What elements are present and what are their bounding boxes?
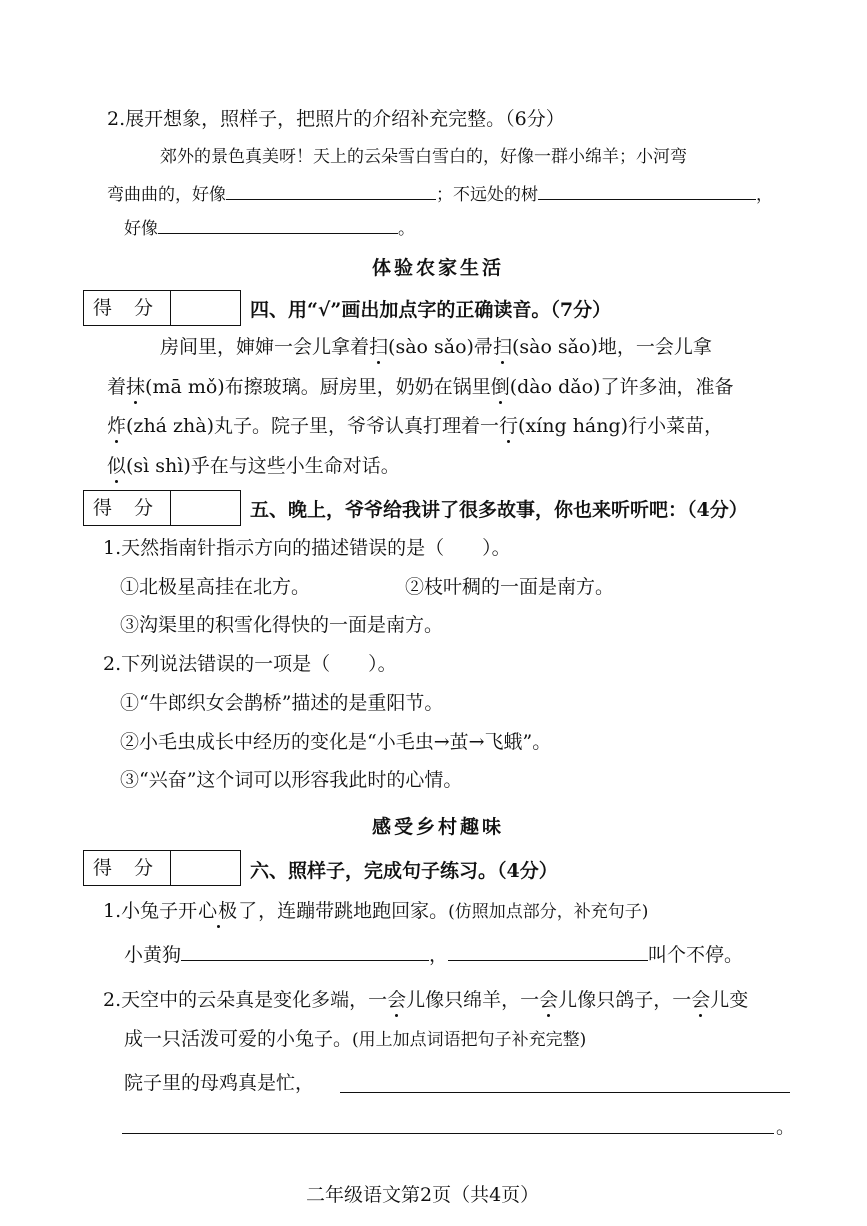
q4-pinyin-option[interactable]: (mā mǒ)布擦玻璃。厨房里，奶奶在锅里 [145,376,491,398]
q4-pinyin-option[interactable]: (sào sǎo)帚 [388,336,493,358]
q6-answer-end: 。 [776,1116,796,1138]
q5-sub1-opt3[interactable]: ③沟渠里的积雪化得快的一面是南方。 [120,614,444,636]
q5-sub2-opt2[interactable]: ②小毛虫成长中经历的变化是“小毛虫→茧→飞蛾”。 [120,731,552,753]
q2-line2 [107,181,773,207]
q4-pinyin-option[interactable]: (dào dǎo)了许多油，准备 [509,376,734,398]
dotted-phrase: 开心极了 [178,900,259,922]
q5-sub1-opt1[interactable]: ①北极星高挂在北方。 [120,576,311,598]
q5-sub1: 1.天然指南针指示方向的描述错误的是（ ）。 [103,537,511,559]
q4-line1 [160,334,712,360]
q5-sub2-opt1[interactable]: ①“牛郎织女会鹊桥”描述的是重阳节。 [120,692,444,714]
q4-text: 着 [107,376,127,398]
score-field[interactable] [171,491,240,525]
section-title-rural-fun: 感受乡村趣味 [372,816,505,838]
q6-note: (仿照加点部分，补充句子) [448,902,649,922]
dotted-char: 行 [499,415,519,437]
q4-pinyin-option[interactable]: (sì shì)乎在与这些小生命对话。 [126,455,400,477]
score-box-q6 [83,850,241,886]
page-footer: 二年级语文第2页（共4页） [306,1184,540,1206]
q5-sub2-opt3[interactable]: ③“兴奋”这个词可以形容我此时的心情。 [120,769,463,791]
q6-text: 成一只活泼可爱的小兔子。 [124,1028,353,1050]
dotted-phrase: 一会儿 [520,989,578,1011]
q6-text: 像只鸽子， [577,989,673,1011]
dotted-phrase: 一会儿 [368,989,426,1011]
q6-text: 像只绵羊， [425,989,521,1011]
score-field[interactable] [171,851,240,885]
q6-text: ， [429,944,449,966]
q5-heading: 五、晚上，爷爷给我讲了很多故事，你也来听听吧：（4分） [250,499,748,521]
dotted-char: 抹 [126,376,146,398]
q4-line4 [107,453,400,479]
q6-text: 小黄狗 [124,944,182,966]
q2-line2-text-b: ；不远处的树 [436,185,538,205]
q2-blank-tree[interactable] [538,181,756,200]
q6-sub1-answer [124,942,743,968]
score-field[interactable] [171,291,240,325]
q4-pinyin-option[interactable]: (xíng háng)行小菜苗， [518,415,724,437]
section-title-farm-life: 体验农家生活 [372,257,505,279]
q2-line3-text-b: 。 [398,219,415,239]
q2-line1: 郊外的景色真美呀！天上的云朵雪白雪白的，好像一群小绵羊；小河弯 [160,147,687,167]
q5-sub1-opt2[interactable]: ②枝叶稠的一面是南方。 [405,576,615,598]
q4-line2 [107,374,733,400]
q2-line3-text-a: 好像 [124,219,158,239]
q2-blank-tree-like[interactable] [158,215,398,234]
dotted-char: 似 [107,455,127,477]
q6-blank-2[interactable] [448,942,648,961]
q2-line2-text-c: ， [756,185,773,205]
q6-note: (用上加点词语把句子补充完整) [352,1030,587,1050]
score-label: 得 分 [84,291,171,325]
q6-heading: 六、照样子，完成句子练习。（4分） [250,860,558,882]
q6-text: 变 [729,989,749,1011]
q6-text: 2.天空中的云朵真是变化多端， [103,989,369,1011]
dotted-char: 炸 [107,415,127,437]
q6-blank-1[interactable] [181,942,429,961]
dotted-phrase: 一会儿 [672,989,730,1011]
q4-heading: 四、用“√”画出加点字的正确读音。（7分） [250,299,612,321]
q6-sub2-line1 [103,987,748,1013]
q4-pinyin-option[interactable]: (sào sǎo)地，一会儿拿 [511,336,712,358]
q6-sub2-answer-label: 院子里的母鸡真是忙， [124,1072,315,1094]
q4-text: 房间里，婶婶一会儿拿着 [160,336,370,358]
q6-text: ，连蹦带跳地跑回家。 [258,900,449,922]
score-label: 得 分 [84,491,171,525]
q6-answer-line-2[interactable] [122,1133,774,1134]
q2-blank-river[interactable] [226,181,436,200]
q6-answer-line-1[interactable] [340,1092,790,1093]
q4-pinyin-option[interactable]: (zhá zhà)丸子。院子里，爷爷认真打理着一 [126,415,500,437]
q2-title: 2.展开想象，照样子，把照片的介绍补充完整。（6分） [107,108,565,130]
q6-sub2-line2 [124,1026,586,1052]
score-box-q5 [83,490,241,526]
q2-line2-text-a: 弯曲曲的，好像 [107,185,226,205]
score-box-q4 [83,290,241,326]
q6-text: 叫个不停。 [648,944,744,966]
dotted-char: 扫 [492,336,512,358]
dotted-char: 倒 [490,376,510,398]
q2-line3 [124,215,415,241]
dotted-char: 扫 [369,336,389,358]
q6-text: 1.小兔子 [103,900,179,922]
q4-line3 [107,413,723,439]
q6-sub1 [103,898,648,924]
score-label: 得 分 [84,851,171,885]
q5-sub2: 2.下列说法错误的一项是（ ）。 [103,653,397,675]
